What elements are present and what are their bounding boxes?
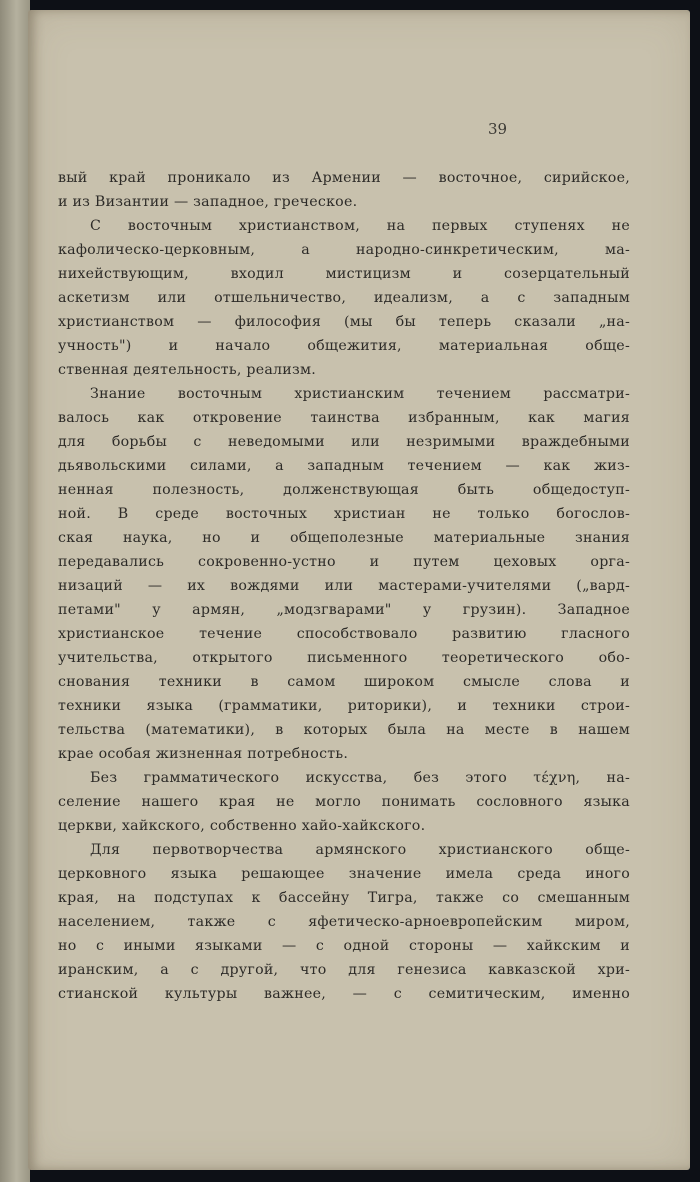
text-line: Знание восточным христианским течением рассматри- — [90, 386, 630, 402]
text-line: аскетизм или отшельничество, идеализм, а с западным — [58, 290, 630, 306]
text-line: снования техники в самом широком смысле слова и — [58, 674, 630, 690]
text-line: низаций — их вождями или мастерами-учителями („вард- — [58, 578, 630, 594]
text-line: техники языка (грамматики, риторики), и техники строи- — [58, 698, 630, 714]
page-body-text — [58, 166, 630, 1006]
text-line: ская наука, но и общеполезные материальные знания — [58, 530, 630, 546]
text-line: вый край проникало из Армении — восточное, сирийское, — [58, 170, 630, 186]
text-line: церковного языка решающее значение имела среда иного — [58, 866, 630, 882]
text-line: стианской культуры важнее, — с семитическим, именно — [58, 986, 630, 1002]
text-line: края, на подступах к бассейну Тигра, также со смешанным — [58, 890, 630, 906]
text-line: церкви, хайкского, собственно хайо-хайкского. — [58, 818, 426, 834]
text-line: петами" у армян, „модзгварами" у грузин). Западное — [58, 602, 630, 618]
text-line: крае особая жизненная потребность. — [58, 746, 349, 762]
text-line: христианское течение способствовало развитию гласного — [58, 626, 630, 642]
text-line: Для первотворчества армянского христианского обще- — [90, 842, 630, 858]
text-line: иранским, а с другой, что для генезиса кавказской хри- — [58, 962, 630, 978]
text-line: ненная полезность, долженствующая быть общедоступ- — [58, 482, 630, 498]
text-line: Без грамматического искусства, без этого τέχνη, на- — [90, 770, 630, 786]
adjacent-page-edge — [0, 0, 30, 1182]
text-line: учительства, открытого письменного теоретического обо- — [58, 650, 630, 666]
text-line: ной. В среде восточных христиан не только богослов- — [58, 506, 630, 522]
text-line: дьявольскими силами, а западным течением — как жиз- — [58, 458, 630, 474]
text-line: учность") и начало общежития, материальная обще- — [58, 338, 630, 354]
text-line: населением, также с яфетическо-арноевропейским миром, — [58, 914, 630, 930]
text-line: ственная деятельность, реализм. — [58, 362, 317, 378]
text-line: тельства (математики), в которых была на месте в нашем — [58, 722, 630, 738]
text-line: валось как откровение таинства избранным, как магия — [58, 410, 630, 426]
text-line: передавались сокровенно-устно и путем цеховых орга- — [58, 554, 630, 570]
text-line: селение нашего края не могло понимать сословного языка — [58, 794, 630, 810]
text-line: кафолическо-церковным, а народно-синкретическим, ма- — [58, 242, 630, 258]
text-line: христианством — философия (мы бы теперь сказали „на- — [58, 314, 630, 330]
text-line: но с иными языками — с одной стороны — хайкским и — [58, 938, 630, 954]
page-number: 39 — [488, 120, 508, 138]
text-line: С восточным христианством, на первых ступенях не — [90, 218, 630, 234]
text-line: нихействующим, входил мистицизм и созерцательный — [58, 266, 630, 282]
text-line: для борьбы с неведомыми или незримыми враждебными — [58, 434, 630, 450]
text-line: и из Византии — западное, греческое. — [58, 194, 358, 210]
